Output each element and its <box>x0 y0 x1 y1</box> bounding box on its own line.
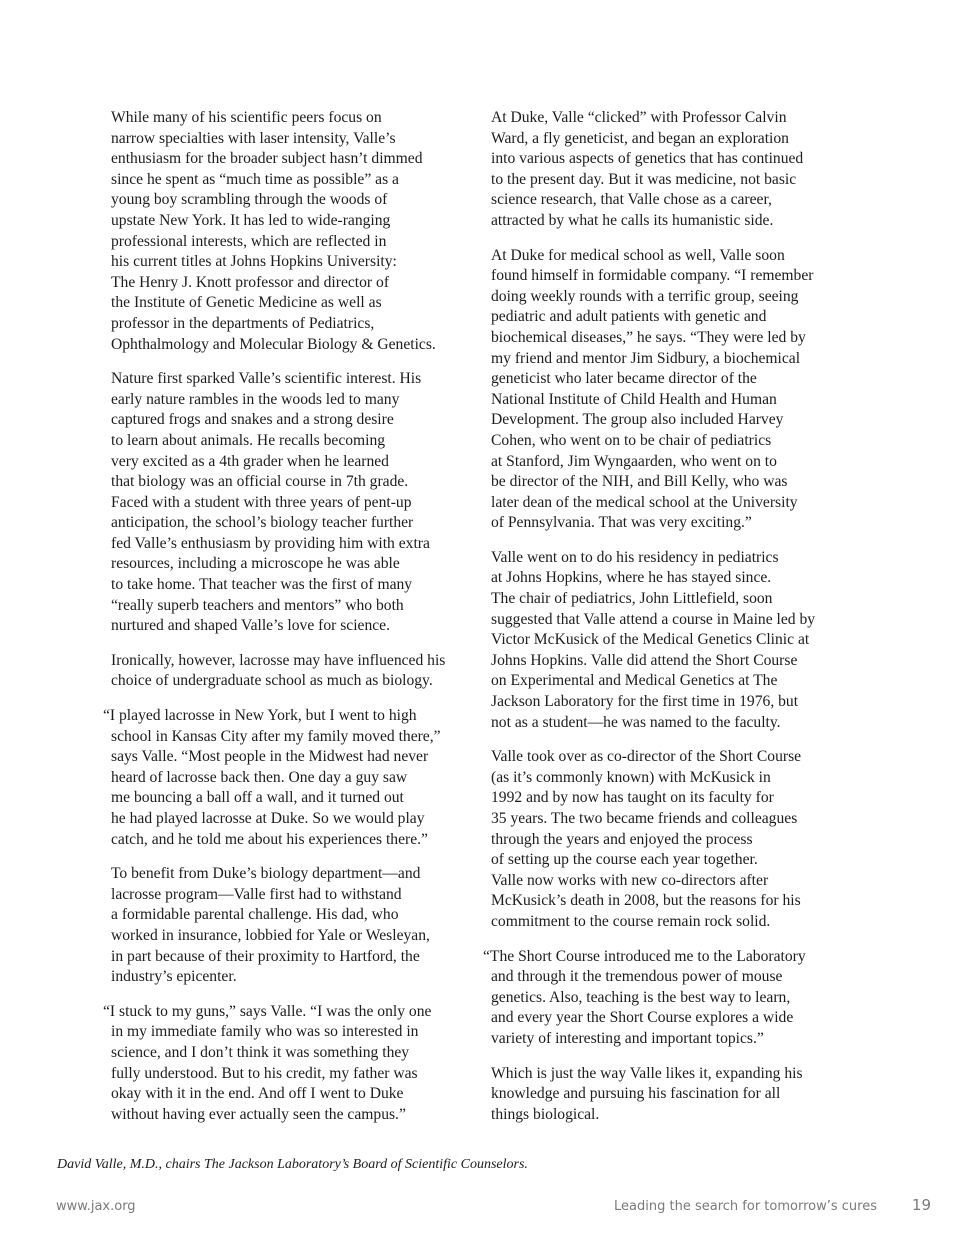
footer-tagline: Leading the search for tomorrow’s cures <box>614 1199 877 1214</box>
quote-paragraph: “I stuck to my guns,” says Valle. “I was the only one in my immediate family who was so interested in science, and I don’t think it was something they fully understood. But to his credit, my father was okay with it in the end. And off I went to Duke without having ever actually seen the campus.” <box>103 1002 432 1123</box>
paragraph: At Duke for medical school as well, Valle soon found himself in formidable company. “I remember doing weekly rounds with a terrific group, seeing pediatric and adult patients with genetic and biochemical diseases,” he says. “They were led by my friend and mentor Jim Sidbury, a biochemical geneticist who later became director of the National Institute of Child Health and Human Development. The group also included Harvey Cohen, who went on to be chair of pediatrics at Stanford, Jim Wyngaarden, who went on to be director of the NIH, and Bill Kelly, who was later dean of the medical school at the University of Pennsylvania. That was very exciting.” <box>491 246 814 532</box>
right-column <box>483 108 851 1139</box>
caption: David Valle, M.D., chairs The Jackson Laboratory’s Board of Scientific Counselors. <box>57 1157 528 1172</box>
paragraph: At Duke, Valle “clicked” with Professor Calvin Ward, a fly geneticist, and began an exploration into various aspects of genetics that has continued to the present day. But it was medicine, not basic science research, that Valle chose as a career, attracted by what he calls its humanistic side. <box>491 109 804 229</box>
quote-paragraph: “The Short Course introduced me to the Laboratory and through it the tremendous power of mouse genetics. Also, teaching is the best way to learn, and every year the Short Course explores a wide variety of interesting and important topics.” <box>483 947 806 1047</box>
paragraph: While many of his scientific peers focus on narrow specialties with laser intensity, Valle’s enthusiasm for the broader subject hasn’t dimmed since he spent as “much time as possible” as a young boy scrambling through the woods of upstate New York. It has led to wide-ranging professional interests, which are reflected in his current titles at Johns Hopkins University: The Henry J. Knott professor and director of the Institute of Genetic Medicine as well as professor in the departments of Pediatrics, Ophthalmology and Molecular Biology & Genetics. <box>111 109 436 353</box>
paragraph: Nature first sparked Valle’s scientific interest. His early nature rambles in the woods led to many captured frogs and snakes and a strong desire to learn about animals. He recalls becoming very excited as a 4th grader when he learned that biology was an official course in 7th grade. Faced with a student with three years of pent-up anticipation, the school’s biology teacher further fed Valle’s enthusiasm by providing him with extra resources, including a microscope he was able to take home. That teacher was the first of many “really superb teachers and mentors” who both nurtured and shaped Valle’s love for science. <box>111 370 430 635</box>
left-column <box>103 108 471 1139</box>
page-number: 19 <box>911 1196 931 1214</box>
paragraph: Valle took over as co-director of the Short Course (as it’s commonly known) with McKusick in 1992 and by now has taught on its faculty for 35 years. The two became friends and colleagues through the years and enjoyed the process of setting up the course each year together. Valle now works with new co-directors after McKusick’s death in 2008, but the reasons for his commitment to the course remain rock solid. <box>491 748 802 930</box>
footer-url[interactable]: www.jax.org <box>56 1199 136 1214</box>
paragraph: To benefit from Duke’s biology department—and lacrosse program—Valle first had to withstand a formidable parental challenge. His dad, who worked in insurance, lobbied for Yale or Wesleyan, in part because of their proximity to Hartford, the industry’s epicenter. <box>111 865 430 986</box>
paragraph: Valle went on to do his residency in pediatrics at Johns Hopkins, where he has stayed since. The chair of pediatrics, John Littlefield, soon suggested that Valle attend a course in Maine led by Victor McKusick of the Medical Genetics Clinic at Johns Hopkins. Valle did attend the Short Course on Experimental and Medical Genetics at The Jackson Laboratory for the first time in 1976, but not as a student—he was named to the faculty. <box>491 548 816 731</box>
quote-paragraph: “I played lacrosse in New York, but I went to high school in Kansas City after my family moved there,” says Valle. “Most people in the Midwest had never heard of lacrosse back then. One day a guy saw me bouncing a ball off a wall, and it turned out he had played lacrosse at Duke. So we would play catch, and he told me about his experiences there.” <box>103 707 441 848</box>
paragraph: Ironically, however, lacrosse may have influenced his choice of undergraduate school as much as biology. <box>111 651 446 690</box>
paragraph: Which is just the way Valle likes it, expanding his knowledge and pursuing his fascination for all things biological. <box>491 1064 803 1123</box>
